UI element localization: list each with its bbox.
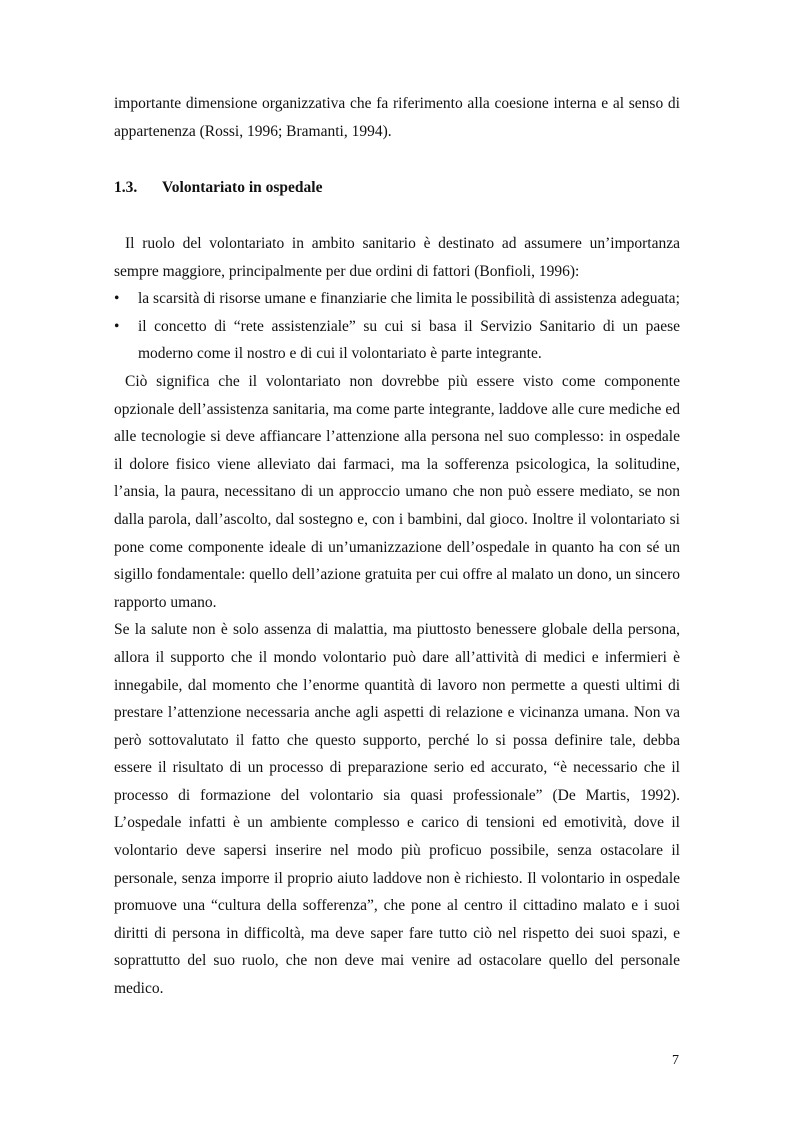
section-body [114, 230, 680, 1003]
bullet-list [114, 285, 680, 368]
bullet-icon: • [114, 317, 120, 335]
intro-paragraph: importante dimensione organizzativa che fa riferimento alla coesione interna e al senso di appartenenza (Rossi, 1996; Bramanti, 1994). [114, 95, 680, 140]
list-item [114, 285, 680, 313]
page-number: 7 [672, 1053, 679, 1068]
section-title: Volontariato in ospedale [162, 179, 323, 196]
bullet-icon: • [114, 290, 120, 308]
paragraph-2: Ciò significa che il volontariato non dovrebbe più essere visto come componente opzionale dell’assistenza sanitaria, ma come parte integrante, laddove alle cure mediche ed alle tecnologie si deve affiancare l’attenzione alla persona nel suo complesso: in ospedale il dolore fisico viene alleviato dai farmaci, ma la sofferenza psicologica, la solitudine, l’ansia, la paura, necessitano di un approccio umano che non può essere mediato, se non dalla parola, dall’ascolto, dal sostegno e, con i bambini, dal gioco. Inoltre il volontariato si pone come componente ideale di un’umanizzazione dell’ospedale in quanto ha con sé un sigillo fondamentale: quello dell’azione gratuita per cui offre al malato un dono, un sincero rapporto umano. [114, 372, 680, 611]
list-item-text: il concetto di “rete assistenziale” su cui si basa il Servizio Sanitario di un paese moderno come il nostro e di cui il volontariato è parte integrante. [138, 317, 680, 363]
paragraph-3: Se la salute non è solo assenza di malattia, ma piuttosto benessere globale della persona, allora il supporto che il mondo volontario può dare all’attività di medici e infermieri è innegabile, dal momento che l’enorme quantità di lavoro non permette a questi ultimi di prestare l’attenzione necessaria anche agli aspetti di relazione e vicinanza umana. Non va però sottovalutato il fatto che questo supporto, perché lo si possa definire tale, debba essere il risultato di un processo di preparazione serio ed accurato, “è necessario che il processo di formazione del volontario sia quasi professionale” (De Martis, 1992). L’ospedale infatti è un ambiente complesso e carico di tensioni ed emotività, dove il volontario deve sapersi inserire nel modo più proficuo possibile, senza ostacolare il personale, senza imporre il proprio aiuto laddove non è richiesto. Il volontario in ospedale promuove una “cultura della sofferenza”, che pone al centro il cittadino malato e i suoi diritti di persona in difficoltà, ma deve saper fare tutto ciò nel rispetto dei suoi spazi, e soprattutto del suo ruolo, che non deve mai venire ad ostacolare quello del personale medico. [114, 621, 680, 998]
section-number: 1.3. [114, 179, 138, 196]
paragraph-1: Il ruolo del volontariato in ambito sanitario è destinato ad assumere un’importanza sempre maggiore, principalmente per due ordini di fattori (Bonfioli, 1996): [114, 235, 680, 280]
list-item-text: la scarsità di risorse umane e finanziarie che limita le possibilità di assistenza adeguata; [138, 290, 680, 308]
section-heading [114, 174, 322, 201]
list-item [114, 313, 680, 368]
